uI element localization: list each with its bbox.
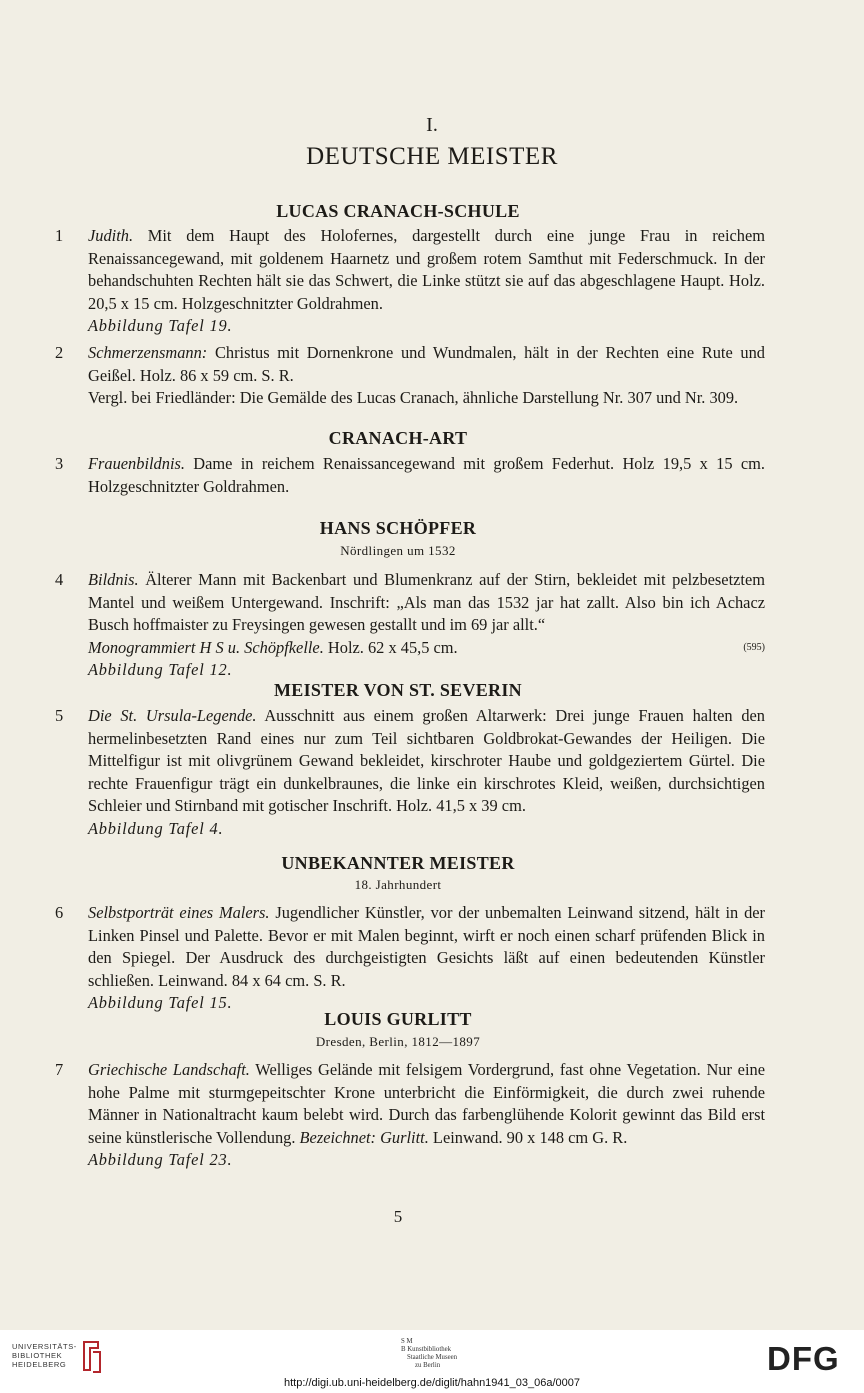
catalog-entry-7: [55, 1059, 765, 1172]
catalog-entry-2: [55, 342, 765, 410]
entry-text: Ausschnitt aus einem großen Altarwerk: Drei junge Frauen halten den hermelinbesetzten Rand eines nur zum Teil sichtbaren Goldbrokat-Gewandes der Heiligen. Die Mittelfigur ist mit olivgrünem Gewand bekleidet, kirschroter Haube und goldgeziertem Gürtel. Die rechte Frauenfigur trägt ein dunkelbraunes, die linke ein kirschrotes Kleid, weißen, durchsichtigen Schleier und Stirnband mit gotischer Inschrift. Holz. 41,5 x 39 cm.: [88, 706, 765, 815]
dfg-logo: DFG: [767, 1340, 840, 1377]
heading-lucas-cranach-schule: LUCAS CRANACH-SCHULE: [276, 201, 520, 221]
entry-title: Bildnis.: [88, 570, 139, 589]
entry-title: Judith.: [88, 226, 134, 245]
entry-text: Welliges Gelände mit felsigem Vordergrund, fast ohne Vegetation. Nur eine hohe Palme mit sturmgepeitschter Krone unterbricht die Einförmigkeit, die durch zwei ruhende Männer in Nationaltracht kaum belebt wird. Durch das farbenglühende Kolorit gewinnt das Bild erst seine künstlerische Vollendung.: [88, 1060, 765, 1147]
permalink-url[interactable]: http://digi.ub.uni-heidelberg.de/diglit/hahn1941_03_06a/0007: [283, 1377, 581, 1389]
catalog-entry-6: [55, 902, 765, 1015]
entry-number: 4: [55, 570, 64, 589]
entry-number: 1: [55, 226, 64, 245]
entry-dimensions: Leinwand. 90 x 148 cm G. R.: [428, 1127, 628, 1147]
entry-monogram: Monogrammiert H S u. Schöpfkelle.: [88, 637, 324, 657]
entry-text: Dame in reichem Renaissancegewand mit großem Federhut. Holz 19,5 x 15 cm. Holzgeschnitzter Goldrahmen.: [88, 454, 765, 496]
entry-code: (595): [743, 641, 765, 653]
entry-illustration-ref: Abbildung Tafel 15.: [88, 993, 233, 1012]
catalog-entry-5: [55, 705, 765, 840]
entry-signature: Bezeichnet: Gurlitt.: [299, 1127, 429, 1147]
entry-title: Schmerzensmann:: [88, 343, 208, 362]
heading-hans-schoepfer: HANS SCHÖPFER: [319, 518, 477, 538]
entry-text: Christus mit Dornenkrone und Wundmalen, hält in der Rechten eine Rute und Geißel. Holz. 86 x 59 cm. S. R.: [88, 343, 765, 385]
entry-title: Frauenbildnis.: [88, 454, 185, 473]
catalog-entry-3: [55, 453, 765, 498]
subheading-unbekannter-meister: 18. Jahrhundert: [354, 877, 442, 892]
subheading-louis-gurlitt: Dresden, Berlin, 1812—1897: [315, 1034, 481, 1049]
entry-title: Selbstporträt eines Malers.: [88, 903, 270, 922]
heading-meister-von-st-severin: MEISTER VON ST. SEVERIN: [274, 680, 522, 700]
entry-illustration-ref: Abbildung Tafel 19.: [88, 316, 233, 335]
catalog-entry-1: [55, 225, 765, 338]
entry-title: Griechische Landschaft.: [88, 1060, 250, 1079]
heading-louis-gurlitt: LOUIS GURLITT: [324, 1009, 472, 1029]
library-logo-icon: [80, 1340, 102, 1374]
entry-number: 6: [55, 903, 64, 922]
entry-illustration-ref: Abbildung Tafel 12.: [88, 660, 233, 679]
entry-number: 3: [55, 454, 64, 473]
section-title: DEUTSCHE MEISTER: [306, 143, 558, 170]
entry-reference: Vergl. bei Friedländer: Die Gemälde des Lucas Cranach, ähnliche Darstellung Nr. 307 und Nr. 309.: [88, 388, 739, 407]
entry-text: Jugendlicher Künstler, vor der unbemalten Leinwand sitzend, hält in der Linken Pinsel und Palette. Bevor er mit Malen beginnt, wirft er noch einen scharf prüfenden Blick in den Spiegel. Der Ausdruck des durchgeistigten Gesichts läßt auf einen bedeutenden Künstler schließen. Leinwand. 84 x 64 cm. S. R.: [88, 903, 765, 990]
section-number: I.: [426, 114, 438, 136]
page-number: 5: [393, 1207, 403, 1226]
library-logo-text: UNIVERSITÄTS- BIBLIOTHEK HEIDELBERG: [12, 1342, 77, 1369]
viewer-footer: [0, 1330, 864, 1393]
entry-number: 5: [55, 706, 64, 725]
entry-title: Die St. Ursula-Legende.: [88, 706, 257, 725]
heading-cranach-art: CRANACH-ART: [328, 428, 468, 448]
entry-number: 2: [55, 343, 64, 362]
entry-illustration-ref: Abbildung Tafel 23.: [88, 1150, 233, 1169]
entry-text: Älterer Mann mit Backenbart und Blumenkranz auf der Stirn, bekleidet mit pelzbesetztem Mantel und weißem Untergewand. Inschrift: „Als man das 1532 jar hat zallt. Also bin ich Achacz Busch hoffmaister zu Freysingen gewesen gestallt und im 69 jar allt.“: [88, 570, 765, 634]
heading-unbekannter-meister: UNBEKANNTER MEISTER: [281, 853, 515, 873]
entry-dimensions: Holz. 62 x 45,5 cm.: [323, 637, 458, 657]
catalog-entry-4: [55, 569, 765, 682]
entry-number: 7: [55, 1060, 64, 1079]
subheading-hans-schoepfer: Nördlingen um 1532: [340, 543, 456, 558]
entry-illustration-ref: Abbildung Tafel 4.: [88, 818, 224, 838]
entry-text: Mit dem Haupt des Holofernes, dargestellt durch eine junge Frau in reichem Renaissancegewand, mit goldenem Haarnetz und großem rotem Samthut mit Federschmuck. In der behandschuhten Rechten hält sie das Schwert, die Linke stützt sie auf das abgeschlagene Haupt. Holz. 20,5 x 15 cm. Holzgeschnitzter Goldrahmen.: [88, 226, 765, 313]
museum-stamp: S M B Kunstbibliothek Staatliche Museen zu Berlin: [401, 1338, 458, 1369]
